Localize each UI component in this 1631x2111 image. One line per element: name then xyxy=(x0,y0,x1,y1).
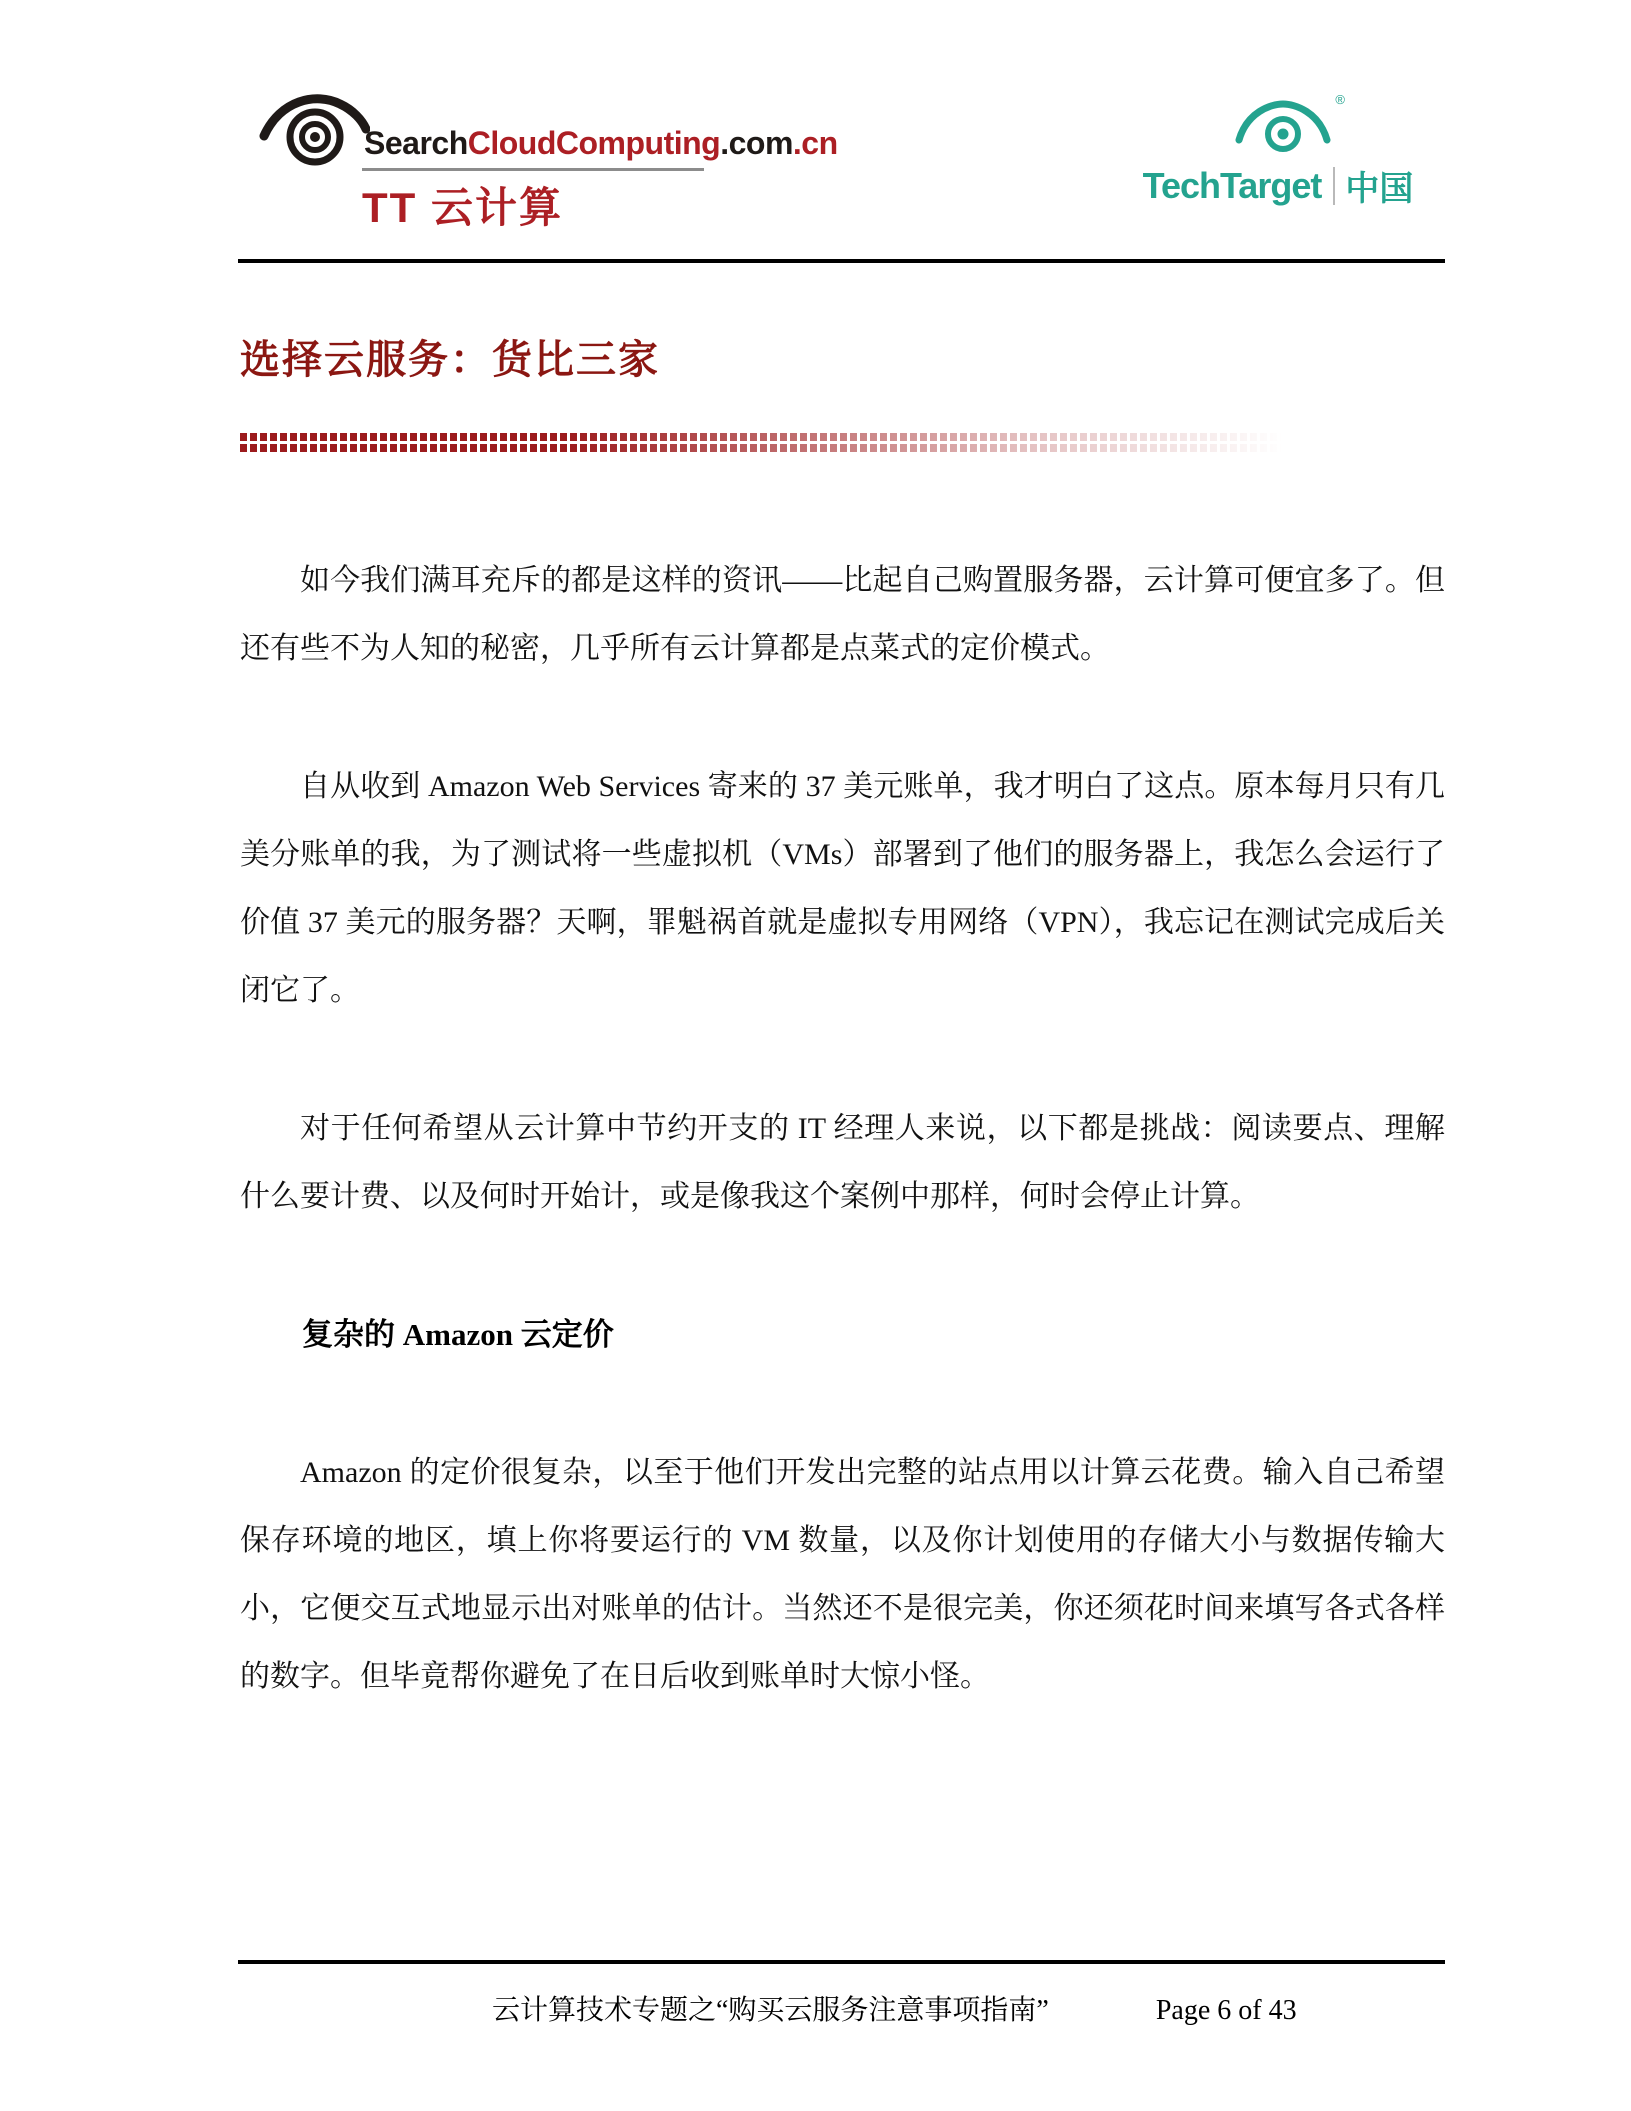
paragraph: 对于任何希望从云计算中节约开支的 IT 经理人来说，以下都是挑战：阅读要点、理解什么要计费、以及何时开始计，或是像我这个案例中那样，何时会停止计算。 xyxy=(240,1112,1445,1213)
techtarget-eye-icon xyxy=(1231,96,1335,154)
section-subheading: 复杂的 Amazon 云定价 xyxy=(302,1317,614,1352)
registered-mark: ® xyxy=(1335,92,1345,107)
paragraph: 如今我们满耳充斥的都是这样的资讯——比起自己购置服务器，云计算可便宜多了。但还有些不为人知的秘密，几乎所有云计算都是点菜式的定价模式。 xyxy=(240,564,1445,665)
logo-divider xyxy=(1333,167,1335,205)
eye-icon xyxy=(258,88,370,170)
paragraph: Amazon 的定价很复杂，以至于他们开发出完整的站点用以计算云花费。输入自己希望保存环境的地区，填上你将要运行的 VM 数量，以及你计划使用的存储大小与数据传输大小，它便交互式地显示出对账单的估计。当然还不是很完美，你还须花时间来填写各式各样的数字。但毕竟帮你避免了在日后收到账单时大惊小怪。 xyxy=(240,1456,1445,1693)
page-number: Page 6 of 43 xyxy=(1155,1995,1297,2026)
header-rule xyxy=(238,259,1445,263)
footer-topic-label: 云计算技术专题之“购买云服务注意事项指南” xyxy=(492,1995,1049,2026)
brand-search: Search xyxy=(364,125,468,161)
article-body xyxy=(240,547,1445,1781)
techtarget-region-label: 中国 xyxy=(1345,170,1414,208)
searchcloudcomputing-logo xyxy=(258,88,838,235)
techtarget-wordmark: TechTarget xyxy=(1142,164,1322,206)
brand-wordmark xyxy=(364,125,838,170)
brand-cloudcomputing: CloudComputing xyxy=(467,125,721,161)
tt-cloud-computing-label: TT 云计算 xyxy=(362,184,563,231)
brand-com: .com xyxy=(720,125,793,161)
page-title: 选择云服务：货比三家 xyxy=(240,337,660,382)
brand-cn: .cn xyxy=(792,125,838,161)
footer-rule xyxy=(238,1960,1445,1964)
techtarget-logo xyxy=(1128,92,1428,210)
dashed-gradient-divider xyxy=(240,433,1326,452)
page-footer xyxy=(240,1988,1445,2028)
paragraph: 自从收到 Amazon Web Services 寄来的 37 美元账单，我才明白了这点。原本每月只有几美分账单的我，为了测试将一些虚拟机（VMs）部署到了他们的服务器上，我怎么会运行了价值 37 美元的服务器？天啊，罪魁祸首就是虚拟专用网络（VPN），我忘记在测试完成后关闭它了。 xyxy=(240,770,1445,1007)
